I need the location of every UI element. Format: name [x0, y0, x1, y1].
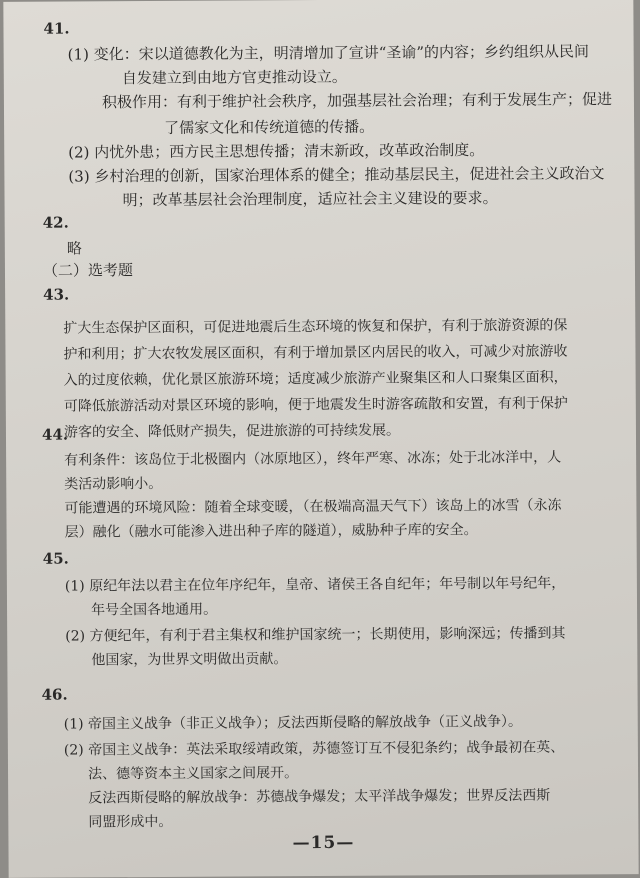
q43-line4: 可降低旅游活动对景区环境的影响，便于地震发生时游客疏散和安置，有利于保护: [63, 395, 568, 415]
question-45-number: 45.: [42, 549, 69, 568]
q46-part1: (1) 帝国主义战争（非正义战争）；反法西斯侵略的解放战争（正义战争）。: [63, 713, 523, 733]
q41-part1-line2: 自发建立到由地方官吏推动设立。: [121, 67, 347, 88]
q44-line2: 类活动影响小。: [64, 475, 163, 493]
q41-part3-line1: (3) 乡村治理的创新，国家治理体系的健全；推动基层民主，促进社会主义政治文: [68, 164, 605, 186]
question-42-number: 42.: [42, 213, 69, 232]
q41-part3-line2: 明；改革基层社会治理制度，适应社会主义建设的要求。: [122, 188, 498, 210]
q41-part1-line3: 积极作用：有利于维护社会秩序，加强基层社会治理；有利于发展生产；促进: [101, 90, 613, 112]
q45-part2-line1: (2) 方便纪年，有利于君主集权和维护国家统一；长期使用，影响深远；传播到其: [65, 625, 566, 645]
q45-part1-line1: (1) 原纪年法以君主在位年序纪年，皇帝、诸侯王各自纪年；年号制以年号纪年，: [64, 575, 566, 595]
q43-line1: 扩大生态保护区面积，可促进地震后生态环境的恢复和保护，有利于旅游资源的保: [63, 317, 568, 337]
q44-line4: 层）融化（融水可能渗入进出种子库的隧道），威胁种子库的安全。: [64, 522, 478, 541]
q43-line2: 护和利用；扩大农牧发展区面积，有利于增加景区内居民的收入，可减少对旅游收: [63, 343, 568, 363]
question-43-number: 43.: [43, 285, 70, 304]
q46-part2-line4: 同盟形成中。: [88, 813, 173, 831]
q44-line3: 可能遭遇的环境风险：随着全球变暖，（在极端高温天气下）该岛上的冰雪（永冻: [64, 497, 562, 517]
section-heading-elective: （二）选考题: [42, 261, 134, 280]
q46-part2-line3: 反法西斯侵略的解放战争：苏德战争爆发；太平洋战争爆发；世界反法西斯: [88, 787, 551, 807]
q42-answer: 略: [66, 239, 82, 258]
q41-part1-line1: (1) 变化：宋以道德教化为主，明清增加了宣讲“圣谕”的内容；乡约组织从民间: [67, 42, 590, 64]
q41-part1-line4: 了儒家文化和传统道德的传播。: [164, 117, 375, 137]
q43-line5: 游客的安全、降低财产损失，促进旅游的可持续发展。: [63, 422, 401, 441]
question-41-number: 41.: [43, 19, 70, 38]
q41-part2: (2) 内忧外患；西方民主思想传播；清末新政，改革政治制度。: [68, 140, 485, 162]
q43-line3: 入的过度依赖，优化景区旅游环境；适度减少旅游产业聚集区和人口聚集区面积，: [63, 369, 568, 389]
question-46-number: 46.: [41, 685, 68, 704]
answer-sheet-page: [3, 0, 638, 878]
q44-line1: 有利条件：该岛位于北极圈内（冰原地区），终年严寒、冰冻；处于北冰洋中，人: [64, 449, 562, 469]
q45-part2-line2: 他国家，为世界文明做出贡献。: [91, 651, 288, 669]
question-44-number: 44.: [41, 425, 69, 444]
page-number: —15—: [292, 832, 355, 854]
q46-part2-line2: 法、德等资本主义国家之间展开。: [88, 765, 299, 783]
q46-part2-line1: (2) 帝国主义战争：英法采取绥靖政策，苏德签订互不侵犯条约；战争最初在英、: [63, 739, 565, 759]
q45-part1-line2: 年号全国各地通用。: [91, 601, 218, 619]
